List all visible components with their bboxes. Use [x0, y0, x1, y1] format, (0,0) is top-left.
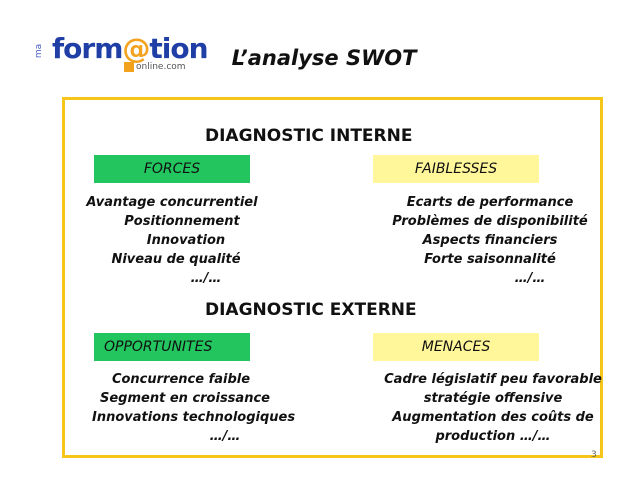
forces-box: FORCES: [94, 155, 250, 183]
logo-wordmark: form@tion: [52, 32, 208, 65]
forces-list: [86, 193, 272, 288]
page-number: 3: [591, 450, 597, 460]
menaces-item: Cadre législatif peu favorable: [384, 372, 602, 387]
faiblesses-item: …/…: [514, 271, 546, 286]
forces-item: Avantage concurrentiel: [86, 195, 258, 210]
faiblesses-item: Aspects financiers: [422, 233, 558, 248]
logo-subtext: online.com: [124, 62, 186, 72]
menaces-item: production …/…: [435, 429, 551, 444]
external-diagnostic-heading: DIAGNOSTIC EXTERNE: [205, 300, 417, 320]
menaces-item: Augmentation des coûts de: [392, 410, 594, 425]
page-title: L’analyse SWOT: [231, 46, 417, 70]
menaces-box: MENACES: [373, 333, 539, 361]
opportunites-item: Concurrence faible: [111, 372, 251, 387]
faiblesses-item: Ecarts de performance: [406, 195, 574, 210]
opportunites-box: OPPORTUNITES: [94, 333, 250, 361]
menaces-item: stratégie offensive: [423, 391, 563, 406]
internal-diagnostic-heading: DIAGNOSTIC INTERNE: [205, 126, 413, 146]
faiblesses-box: FAIBLESSES: [373, 155, 539, 183]
opportunites-item: …/…: [209, 429, 241, 444]
forces-item: Niveau de qualité: [111, 252, 241, 267]
opportunites-item: Segment en croissance: [100, 391, 270, 406]
faiblesses-list: [380, 193, 600, 288]
forces-item: Innovation: [146, 233, 226, 248]
faiblesses-item: Problèmes de disponibilité: [392, 214, 588, 229]
logo-side-text: ma: [34, 43, 45, 59]
menaces-list: [382, 370, 604, 446]
opportunites-item: Innovations technologiques: [92, 410, 296, 425]
opportunites-list: [92, 370, 296, 446]
forces-item: …/…: [190, 271, 222, 286]
faiblesses-item: Forte saisonnalité: [424, 252, 556, 267]
forces-item: Positionnement: [124, 214, 240, 229]
